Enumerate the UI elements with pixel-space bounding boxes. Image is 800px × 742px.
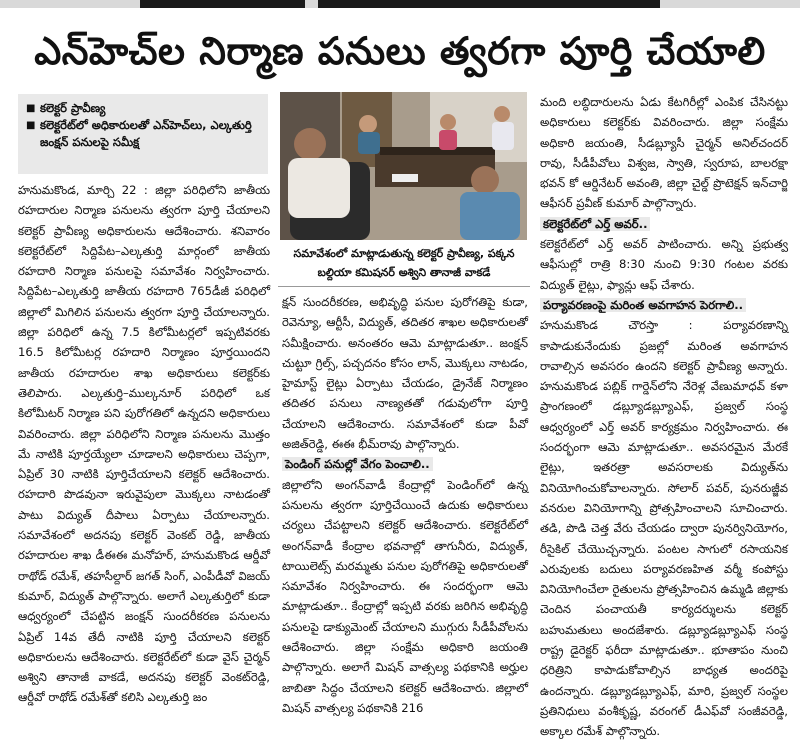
article-column-3 — [540, 92, 788, 739]
meeting-photo-illustration — [280, 92, 527, 240]
photo-caption: సమావేశంలో మాట్లాడుతున్న కలెక్టర్ ప్రావీణ్య, పక్కన బల్దియా కమిషనర్ అశ్విని తానాజీ వాకడే — [293, 247, 515, 279]
article-paragraph: కలెక్టరేట్‌లో ఎర్త్ అవర్ పాటించారు. అన్ని ప్రభుత్వ ఆఫీసుల్లో రాత్రి 8:30 నుంచి 9:30 గంటల వరకు విద్యుత్ లైట్లు, ఫ్యాన్లు ఆఫ్ చేశారు. — [540, 237, 788, 292]
top-strip — [0, 0, 800, 8]
article-paragraph: క్షన్ సుందరీకరణ, అభివృద్ధి పనుల పురోగతిపై కుడా, రెవెన్యూ, ఆర్టీసీ, విద్యుత్, తదితర శాఖల అధికారులతో సమీక్షించారు. అనంతరం ఆమె మాట్లాడుతూ.. జంక్షన్ చుట్టూ గ్రిల్స్, పచ్చదనం కోసం లాన్, మొక్కలు నాటడం, హైమాస్ట్ లైట్లు ఏర్పాటు చేయడం, డ్రైనేజ్ నిర్మాణం తదితర పనులు నాణ్యతతో గడువులోగా పూర్తి చేయాలని ఆదేశించారు. సమావేశంలో కుడా పీవో అజిత్‌రెడ్డి, ఈఈ భీమ్‌రావు పాల్గొన్నారు. — [282, 295, 528, 452]
top-strip-block — [140, 0, 305, 8]
section-subheading: పెండింగ్ పనుల్లో వేగం పెంచాలి.. — [282, 457, 433, 471]
article-paragraph: మంది లబ్ధిదారులను ఏడు కేటగిరీల్లో ఎంపిక చేసినట్టు అధికారులు కలెక్టర్‌కు వివరించారు. జిల్లా సంక్షేమ అధికారి జయంతి, సీడబ్ల్యూసీ చైర్మన్ అనిల్‌చందర్ రావు, సీడీపీవోలు విశ్వజ, స్వాతి, స్వరూప, బాలరక్షా భవన్ కో ఆర్డినేటర్ అవంతి, జిల్లా చైల్డ్ ప్రొటెక్షన్ ఇన్‌చార్జి ఆఫీసర్ ప్రవీణ్ కుమార్ పాల్గొన్నారు. — [540, 95, 788, 211]
headline: ఎన్‌హెచ్‌ల నిర్మాణ పనులు త్వరగా పూర్తి చేయాలి — [34, 29, 766, 73]
meeting-photo — [280, 92, 527, 240]
article-paragraph: జిల్లాలోని అంగన్‌వాడీ కేంద్రాల్లో పెండింగ్‌లో ఉన్న పనులను త్వరగా పూర్తిచేయించే ఉదుకు అధికారులు చర్యలు చేపట్టాలని కలెక్టర్ ఆదేశించారు. కలెక్టరేట్‌లో అంగన్‌వాడీ కేంద్రాల భవనాల్లో తాగునీరు, విద్యుత్, టాయిలెట్స్ మరమ్మతు పనుల పురోగతిపై అధికారులతో సమావేశం నిర్వహించారు. ఈ సందర్భంగా ఆమె మాట్లాడుతూ.. కేంద్రాల్లో ఇప్పటి వరకు జరిగిన అభివృద్ధి పనులపై డాక్యుమెంట్ చేయాలని ముగ్గురు సీడీపీవోలను ఆదేశించారు. జిల్లా సంక్షేమ అధికారి జయంతి పాల్గొన్నారు. అలాగే మిషన్ వాత్సల్య పథకానికి అర్హుల జాబితా సిద్ధం చేయాలని కలెక్టర్ ఆదేశించారు. జిల్లాలో మిషన్ వాత్సల్య పథకానికి 216 — [282, 477, 528, 715]
highlights-box — [18, 94, 268, 174]
highlight-item: ■ కలెక్టర్ ప్రావీణ్య — [26, 100, 260, 117]
caption-divider — [278, 286, 530, 287]
top-strip-block — [318, 0, 660, 8]
article-column-2 — [282, 292, 528, 715]
article-column-1 — [18, 180, 270, 710]
article-paragraph: హనుమకొండ, మార్చి 22 : జిల్లా పరిధిలోని జాతీయ రహదారుల నిర్మాణ పనులను త్వరగా పూర్తి చేయాలని కలెక్టర్ ప్రావీణ్య అధికారులను ఆదేశించారు. శనివారం కలెక్టరేట్‌లో సిద్దిపేట–ఎల్కతుర్తి మార్గంలో జాతీయ రహదారి నిర్మాణ పనులపై సమావేశం నిర్వహించారు. సిద్దిపేట–ఎల్కతుర్తి జాతీయ రహదారి 765డీజీ పరిధిలో జిల్లాలో మిగిలిన పనులను త్వరగా పూర్తి చేయాలన్నారు. జిల్లా పరిధిలో ఉన్న 7.5 కిలోమీటర్లలో ఇప్పటివరకు 16.5 కిలోమీటర్ల రహదారి నిర్మాణం పూర్తయిందని జాతీయ రహదారుల శాఖ అధికారులు కలెక్టర్‌కు తెలిపారు. ఎల్కతుర్తి–ముల్కనూర్ పరిధిలో ఒక కిలోమీటర్ నిర్మాణ పని పురోగతిలో ఉన్నదని అధికారులు వివరించారు. జిల్లా పరిధిలోని నిర్మాణ పనులను మొత్తం మే నాటికి పూర్తయ్యేలా చూడాలని అధికారులు చెప్పగా, ఏప్రిల్ 30 నాటికి పూర్తిచేయాలని కలెక్టర్ ఆదేశించారు. రహదారి పొడవునా ఇరువైపులా మొక్కలు నాటడంతో పాటు విద్యుత్ దీపాలు ఏర్పాటు చేయాలన్నారు. సమావేశంలో అదనపు కలెక్టర్ వెంకట్ రెడ్డి, జాతీయ రహదారుల శాఖ డీఈఈ మనోహర్, హనుమకొండ ఆర్డీవో రాథోడ్ రమేశ్, తహసీల్దార్ జగత్ సింగ్, ఎంపీడీవో విజయ్ కుమార్, విద్యుత్ పాల్గొన్నారు. అలాగే ఎల్కతుర్తిలో కుడా ఆధ్వర్యంలో చేపట్టిన జంక్షన్ సుందరీకరణ పనులను ఏప్రిల్ 14వ తేదీ నాటికి పూర్తి చేయాలని కలెక్టర్ అధికారులను ఆదేశించారు. కలెక్టరేట్‌లో కుడా వైస్ చైర్మన్ అశ్విని తానాజీ వాకడే, అదనపు కలెక్టర్ వెంకట్‌రెడ్డి, ఆర్డీవో రాథోడ్ రమేశ్‌తో కలిసి ఎల్కతుర్తి జం — [18, 183, 270, 705]
section-subheading: పర్యావరణంపై మరింత అవగాహన పెరగాలి.. — [540, 298, 746, 312]
highlight-item: ■ కలెక్టరేట్‌లో అధికారులతో ఎన్‌హెచ్‌లు, ఎల్కతుర్తి జంక్షన్ పనులపై సమీక్ష — [26, 117, 260, 151]
article-paragraph: హనుమకొండ చౌరస్తా : పర్యావరణాన్ని కాపాడుకునేందుకు ప్రజల్లో మరింత అవగాహన రావాల్సిన అవసరం ఉందని కలెక్టర్ ప్రావీణ్య అన్నారు. హనుమకొండ పబ్లిక్ గార్డెన్‌లోని నేరెళ్ల వేణుమాధవ్ కళా ప్రాంగణంలో డబ్ల్యూడబ్ల్యూఎఫ్, ప్రజ్వల్ సంస్థ ఆధ్వర్యంలో ఎర్త్ అవర్ కార్యక్రమం నిర్వహించారు. ఈ సందర్భంగా ఆమె మాట్లాడుతూ.. అవసరమైన మేరకే లైట్లు, ఇతరత్రా అవసరాలకు విద్యుత్‌ను వినియోగించుకోవాలన్నారు. సోలార్ పవర్, పునరుజ్జీవ వనరుల వినియోగాన్ని ప్రోత్సహించాలని సూచించారు. తడి, పొడి చెత్త వేరు చేయడం ద్వారా పునర్వినియోగం, రీసైకిల్ చేయొచ్చన్నారు. పంటల సాగులో రసాయనిక ఎరువులకు బదులు పర్యావరణహిత వర్మీ కంపోస్టు వినియోగించేలా రైతులను ప్రోత్సహించిన ఉమ్మడి జిల్లాకు చెందిన పంచాయతీ కార్యదర్శులను కలెక్టర్ బహుమతులు అందజేశారు. డబ్ల్యూడబ్ల్యూఎఫ్ సంస్థ రాష్ట్ర డైరెక్టర్ ఫరీదా మాట్లాడుతూ.. భూతాపం నుంచి ధరిత్రిని కాపాడుకోవాల్సిన బాధ్యత అందరిపై ఉందన్నారు. డబ్ల్యూడబ్ల్యూఎఫ్, మారి, ప్రజ్వల్ సంస్థల ప్రతినిధులు వంశీకృష్ణ, వరంగల్ డీఎఫ్‌వో సంజీవరెడ్డి, అక్కాల రమేశ్ పాల్గొన్నారు. — [540, 318, 788, 739]
section-subheading: కలెక్టరేట్‌లో ఎర్త్ అవర్.. — [540, 217, 650, 231]
